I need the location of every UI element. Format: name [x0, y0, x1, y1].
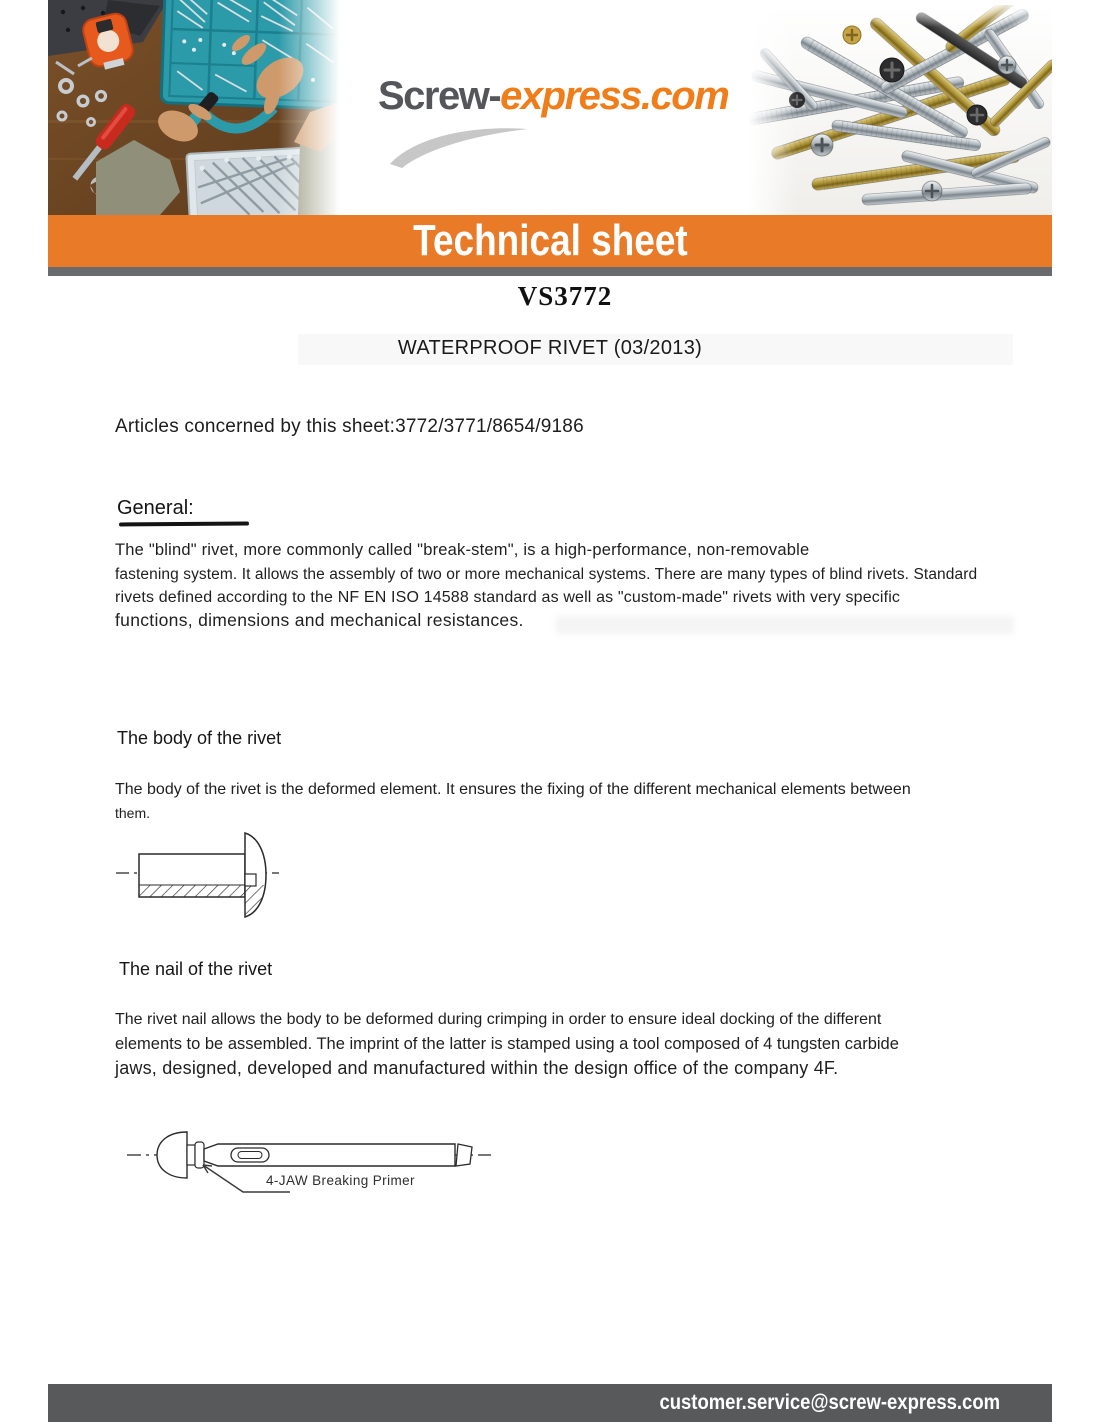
rivet-body-diagram [106, 827, 286, 927]
nail-section-heading: The nail of the rivet [119, 959, 273, 979]
logo-part-gray: Screw- [378, 74, 501, 118]
banner-divider [48, 267, 1052, 276]
general-paragraph-line: The "blind" rivet, more commonly called "break-stem", is a high-performance, non-removable [115, 541, 810, 559]
logo-text [378, 74, 758, 119]
footer-email: customer.service@screw-express.com [659, 1391, 1000, 1414]
logo-swoosh-icon [386, 120, 536, 170]
document-subtitle: WATERPROOF RIVET (03/2013) [397, 337, 703, 359]
footer-bar [48, 1384, 1052, 1422]
general-paragraph-line: fastening system. It allows the assembly of two or more mechanical systems. There are many types of blind rivets. Standard [115, 566, 978, 583]
scan-artifact [556, 616, 1014, 634]
articles-line: Articles concerned by this sheet:3772/3771/8654/9186 [115, 416, 584, 437]
nail-paragraph-line: The rivet nail allows the body to be deformed during crimping in order to ensure ideal docking of the different [115, 1011, 882, 1028]
screws-pile-photo [742, 5, 1052, 215]
body-paragraph-line: The body of the rivet is the deformed element. It ensures the fixing of the different mechanical elements between [115, 781, 911, 798]
banner [48, 215, 1052, 267]
photo-fade [742, 5, 1052, 27]
nail-paragraph-line: elements to be assembled. The imprint of the latter is stamped using a tool composed of 4 tungsten carbide [115, 1035, 899, 1053]
general-heading: General: [117, 497, 194, 519]
general-paragraph-line: rivets defined according to the NF EN ISO 14588 standard as well as "custom-made" rivets with very specific [115, 589, 901, 606]
photo-fade [742, 5, 797, 215]
general-paragraph-line: functions, dimensions and mechanical resistances. [115, 610, 524, 630]
nail-diagram-label: 4-JAW Breaking Primer [266, 1173, 415, 1188]
banner-title: Technical sheet [412, 216, 688, 265]
document-code: VS3772 [517, 281, 613, 311]
rivet-nail-diagram [123, 1118, 498, 1213]
logo [378, 74, 758, 174]
logo-part-orange: express.com [500, 74, 729, 118]
body-section-heading: The body of the rivet [117, 728, 282, 748]
nail-paragraph-line: jaws, designed, developed and manufactured within the design office of the company 4F. [115, 1058, 839, 1078]
workbench-photo [48, 0, 348, 215]
general-heading-underline [119, 522, 249, 527]
body-paragraph-line: them. [115, 805, 151, 821]
photo-fade [278, 0, 348, 215]
